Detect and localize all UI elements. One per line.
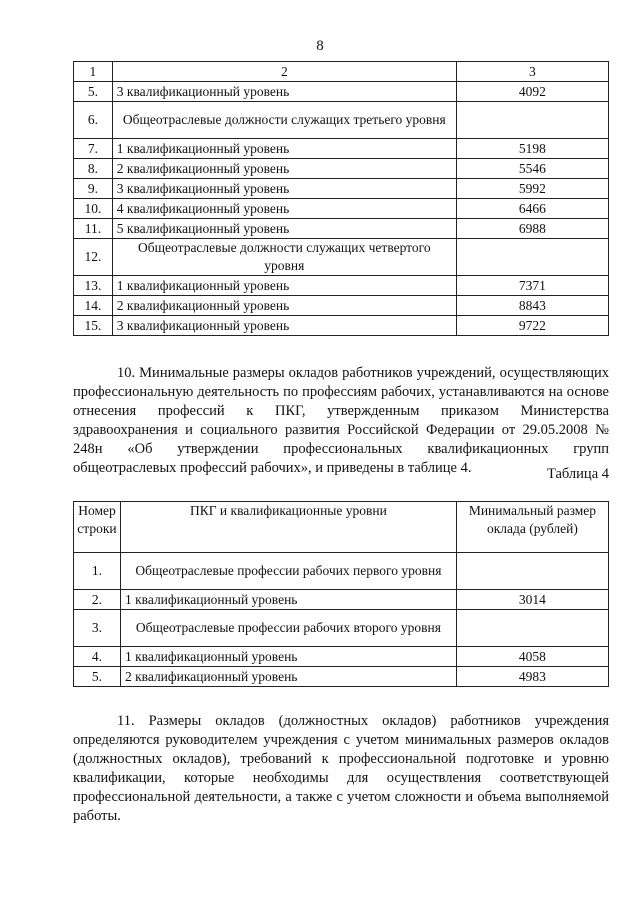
group-title: Общеотраслевые профессии рабочих первого уровня	[120, 553, 456, 590]
table-row-group	[74, 239, 609, 276]
row-name: 2 квалификационный уровень	[112, 159, 456, 179]
table-row	[74, 590, 609, 610]
table-row-group	[74, 610, 609, 647]
paragraph-11: 11. Размеры окладов (должностных окладов) работников учреждения определяются руководителем учреждения с учетом минимальных размеров окладов (должностных окладов), требований к профессиональной подготовке и уровню квалификации, которые необходимы для осуществления соответствующей профессиональной деятельности, а также с учетом сложности и объема выполняемой работы.	[73, 713, 609, 824]
header-cell: 2	[112, 62, 456, 82]
row-number: 5.	[74, 667, 121, 687]
row-value: 4983	[456, 667, 608, 687]
row-name: 1 квалификационный уровень	[112, 276, 456, 296]
row-number: 14.	[74, 296, 113, 316]
row-value: 6466	[456, 199, 608, 219]
group-title: Общеотраслевые должности служащих третьего уровня	[112, 102, 456, 139]
row-value: 4092	[456, 82, 608, 102]
table-row	[74, 179, 609, 199]
paragraph-10: 10. Минимальные размеры окладов работников учреждений, осуществляющих профессиональную деятельность по профессиям рабочих, устанавливаются на основе отнесения профессий к ПКГ, утвержденным приказом Министерства здравоохранения и социального развития Российской Федерации от 29.05.2008 № 248н «Об утверждении профессиональных квалификационных групп общеотраслевых профессий рабочих», и приведены в таблице 4.	[73, 365, 609, 476]
row-number: 13.	[74, 276, 113, 296]
table-row	[74, 647, 609, 667]
row-number: 2.	[74, 590, 121, 610]
salary-table-4	[73, 501, 609, 687]
salary-table-3	[73, 61, 609, 336]
row-number: 3.	[74, 610, 121, 647]
row-name: 4 квалификационный уровень	[112, 199, 456, 219]
table-row-group	[74, 553, 609, 590]
group-title: Общеотраслевые профессии рабочих второго уровня	[120, 610, 456, 647]
row-name: 1 квалификационный уровень	[112, 139, 456, 159]
table-row	[74, 296, 609, 316]
group-title: Общеотраслевые должности служащих четвертого уровня	[112, 239, 456, 276]
page-number: 8	[316, 38, 324, 54]
header-row-number: Номер строки	[74, 502, 121, 553]
table-row-group	[74, 102, 609, 139]
table-header-row	[74, 62, 609, 82]
table-row	[74, 159, 609, 179]
row-number: 15.	[74, 316, 113, 336]
row-number: 7.	[74, 139, 113, 159]
row-value	[456, 239, 608, 276]
row-value: 7371	[456, 276, 608, 296]
table-row	[74, 667, 609, 687]
row-value: 6988	[456, 219, 608, 239]
row-number: 12.	[74, 239, 113, 276]
row-value: 9722	[456, 316, 608, 336]
header-min-salary: Минимальный размер оклада (рублей)	[456, 502, 608, 553]
table-row	[74, 199, 609, 219]
row-value: 5992	[456, 179, 608, 199]
row-number: 4.	[74, 647, 121, 667]
row-value: 5198	[456, 139, 608, 159]
row-name: 3 квалификационный уровень	[112, 82, 456, 102]
row-name: 3 квалификационный уровень	[112, 179, 456, 199]
row-name: 2 квалификационный уровень	[120, 667, 456, 687]
header-pkg: ПКГ и квалификационные уровни	[120, 502, 456, 553]
row-value	[456, 610, 608, 647]
row-name: 2 квалификационный уровень	[112, 296, 456, 316]
row-number: 5.	[74, 82, 113, 102]
row-value: 4058	[456, 647, 608, 667]
table-header-row	[74, 502, 609, 553]
row-name: 3 квалификационный уровень	[112, 316, 456, 336]
row-value: 3014	[456, 590, 608, 610]
row-name: 1 квалификационный уровень	[120, 590, 456, 610]
row-name: 1 квалификационный уровень	[120, 647, 456, 667]
row-number: 10.	[74, 199, 113, 219]
table-4-caption: Таблица 4	[546, 466, 609, 482]
row-value: 8843	[456, 296, 608, 316]
row-value: 5546	[456, 159, 608, 179]
table-row	[74, 82, 609, 102]
row-number: 11.	[74, 219, 113, 239]
table-row	[74, 139, 609, 159]
row-value	[456, 553, 608, 590]
row-name: 5 квалификационный уровень	[112, 219, 456, 239]
table-row	[74, 219, 609, 239]
row-value	[456, 102, 608, 139]
row-number: 8.	[74, 159, 113, 179]
header-cell: 1	[74, 62, 113, 82]
row-number: 6.	[74, 102, 113, 139]
row-number: 1.	[74, 553, 121, 590]
row-number: 9.	[74, 179, 113, 199]
header-cell: 3	[456, 62, 608, 82]
table-row	[74, 276, 609, 296]
table-row	[74, 316, 609, 336]
